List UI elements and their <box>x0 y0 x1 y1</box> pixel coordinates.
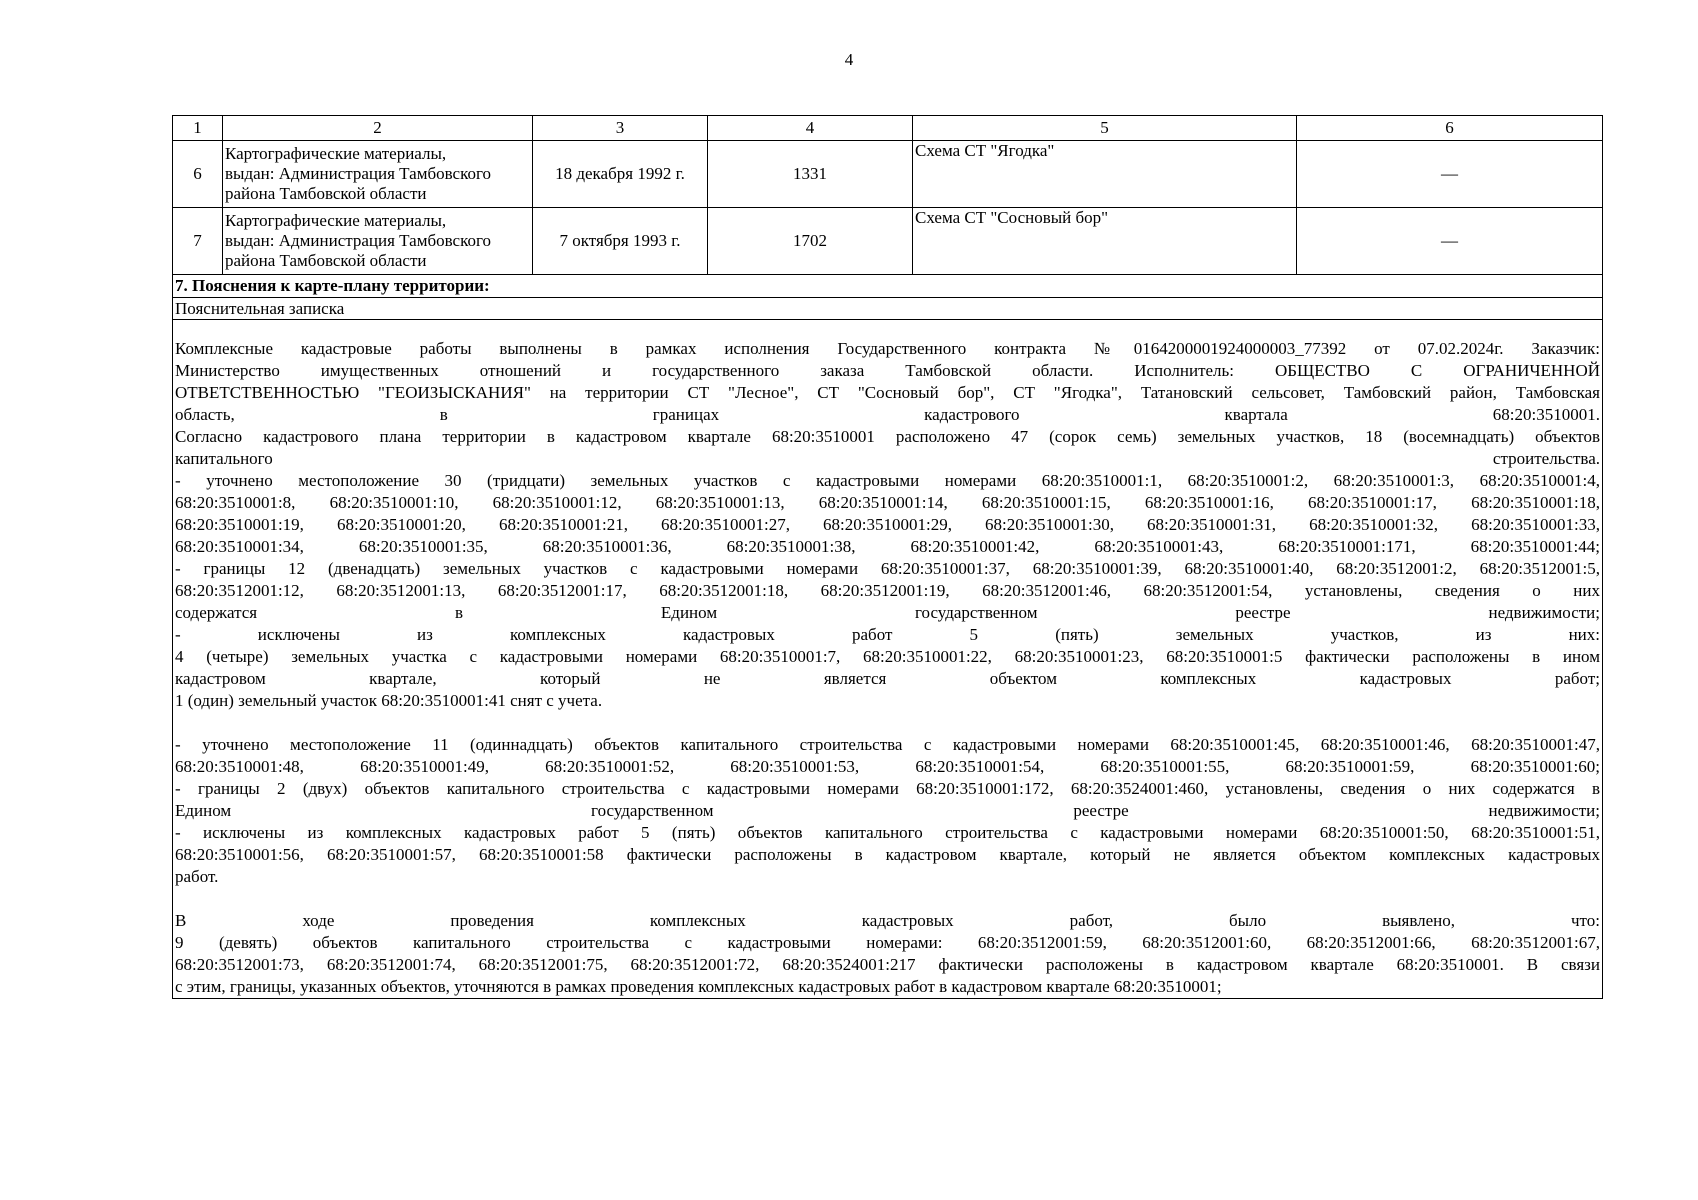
note-line: 68:20:3510001:48, 68:20:3510001:49, 68:20:3510001:52, 68:20:3510001:53, 68:20:3510001:54, 68:20:3510001:55, 68:20:3510001:59, 68:20:3510001:60; <box>175 757 1600 776</box>
note-line: Комплексные кадастровые работы выполнены в рамках исполнения Государственного контракта №0164200001924000003_77392 от 07.02.2024г. Заказчик: <box>175 339 1600 358</box>
note-line: работ. <box>175 867 219 886</box>
document-description-line: Картографические материалы, <box>225 211 447 230</box>
note-line: 68:20:3512001:73, 68:20:3512001:74, 68:20:3512001:75, 68:20:3512001:72, 68:20:3524001:217 фактически расположены в кадастровом квартале 68:20:3510001. В связи <box>175 955 1600 974</box>
column-header: 1 <box>173 116 223 141</box>
note-line: 68:20:3510001:8, 68:20:3510001:10, 68:20:3510001:12, 68:20:3510001:13, 68:20:3510001:14, 68:20:3510001:15, 68:20:3510001:16, 68:20:3510001:17, 68:20:3510001:18, <box>175 493 1600 512</box>
table-row <box>173 208 1603 275</box>
note-line: - границы 12 (двенадцать) земельных участков с кадастровыми номерами 68:20:3510001:37, 68:20:3510001:39, 68:20:3510001:40, 68:20:3512001:2, 68:20:3512001:5, <box>175 559 1600 578</box>
document-number: 1702 <box>708 208 913 275</box>
note-line: - уточнено местоположение 11 (одиннадцать) объектов капитального строительства с кадастровыми номерами 68:20:3510001:45, 68:20:3510001:46, 68:20:3510001:47, <box>175 735 1600 754</box>
document-description-line: выдан: Администрация Тамбовского <box>225 164 492 183</box>
note-line: 9 (девять) объектов капитального строительства с кадастровыми номерами: 68:20:3512001:59, 68:20:3512001:60, 68:20:3512001:66, 68:20:3512001:67, <box>175 933 1600 952</box>
document-date: 7 октября 1993 г. <box>533 208 708 275</box>
section-label-row <box>173 298 1603 320</box>
note-line: - исключены из комплексных кадастровых работ 5 (пять) земельных участков, из них: <box>175 625 1600 644</box>
note-line: 4 (четыре) земельных участка с кадастровыми номерами 68:20:3510001:7, 68:20:3510001:22, 68:20:3510001:23, 68:20:3510001:5 фактически расположены в ином <box>175 647 1600 666</box>
note-line: ОТВЕТСТВЕННОСТЬЮ "ГЕОИЗЫСКАНИЯ" на территории СТ "Лесное", СТ "Сосновый бор", СТ "Ягодка", Татановский сельсовет, Тамбовский район, Тамбовская <box>175 383 1600 402</box>
note-line: - уточнено местоположение 30 (тридцати) земельных участков с кадастровыми номерами 68:20:3510001:1, 68:20:3510001:2, 68:20:3510001:3, 68:20:3510001:4, <box>175 471 1600 490</box>
column-header: 4 <box>708 116 913 141</box>
paragraph-spacer <box>175 888 1600 910</box>
explanatory-note-body <box>175 338 1600 998</box>
section-label: Пояснительная записка <box>173 298 1603 320</box>
column-header: 3 <box>533 116 708 141</box>
note-line: Согласно кадастрового плана территории в кадастровом квартале 68:20:3510001 расположено 47 (сорок семь) земельных участков, 18 (восемнадцать) объектов <box>175 427 1600 446</box>
document-name: Схема СТ "Ягодка" <box>913 141 1297 208</box>
document-description <box>223 141 533 208</box>
column-header: 2 <box>223 116 533 141</box>
document-description-line: выдан: Администрация Тамбовского <box>225 231 492 250</box>
document-extra: — <box>1297 208 1603 275</box>
section-title-row <box>173 275 1603 298</box>
document-number: 1331 <box>708 141 913 208</box>
note-line: - границы 2 (двух) объектов капитального строительства с кадастровыми номерами 68:20:3510001:172, 68:20:3524001:460, установлены, сведения о них содержатся в <box>175 779 1600 798</box>
note-line: 68:20:3510001:56, 68:20:3510001:57, 68:20:3510001:58 фактически расположены в кадастровом квартале, который не является объектом комплексных кадастровых <box>175 845 1600 864</box>
document-description-line: района Тамбовской области <box>225 251 427 270</box>
table-row <box>173 141 1603 208</box>
note-line: 68:20:3510001:19, 68:20:3510001:20, 68:20:3510001:21, 68:20:3510001:27, 68:20:3510001:29, 68:20:3510001:30, 68:20:3510001:31, 68:20:3510001:32, 68:20:3510001:33, <box>175 515 1600 534</box>
row-number: 6 <box>173 141 223 208</box>
explanatory-note <box>173 320 1603 999</box>
row-number: 7 <box>173 208 223 275</box>
note-line: 68:20:3512001:12, 68:20:3512001:13, 68:20:3512001:17, 68:20:3512001:18, 68:20:3512001:19, 68:20:3512001:46, 68:20:3512001:54, установлены, сведения о них <box>175 581 1600 600</box>
note-line: кадастровом квартале, который не является объектом комплексных кадастровых работ; <box>175 669 1600 688</box>
document-table <box>172 115 1603 999</box>
note-line: капитального строительства. <box>175 449 1600 468</box>
document-extra: — <box>1297 141 1603 208</box>
document-description <box>223 208 533 275</box>
document-description-line: района Тамбовской области <box>225 184 427 203</box>
note-line: 1 (один) земельный участок 68:20:3510001:41 снят с учета. <box>175 691 603 710</box>
document-description-line: Картографические материалы, <box>225 144 447 163</box>
note-line: В ходе проведения комплексных кадастровых работ, было выявлено, что: <box>175 911 1600 930</box>
note-line: содержатся в Едином государственном реестре недвижимости; <box>175 603 1600 622</box>
column-header: 6 <box>1297 116 1603 141</box>
table-header-row <box>173 116 1603 141</box>
paragraph-spacer <box>175 712 1600 734</box>
document-name: Схема СТ "Сосновый бор" <box>913 208 1297 275</box>
document-date: 18 декабря 1992 г. <box>533 141 708 208</box>
note-line: Министерство имущественных отношений и государственного заказа Тамбовской области. Исполнитель: ОБЩЕСТВО С ОГРАНИЧЕННОЙ <box>175 361 1600 380</box>
note-line: Едином государственном реестре недвижимости; <box>175 801 1600 820</box>
note-line: с этим, границы, указанных объектов, уточняются в рамках проведения комплексных кадастровых работ в кадастровом квартале 68:20:3510001; <box>175 977 1222 996</box>
note-line: - исключены из комплексных кадастровых работ 5 (пять) объектов капитального строительства с кадастровыми номерами 68:20:3510001:50, 68:20:3510001:51, <box>175 823 1600 842</box>
section-title: 7. Пояснения к карте-плану территории: <box>173 275 1603 298</box>
page-number: 4 <box>844 50 854 69</box>
note-line: 68:20:3510001:34, 68:20:3510001:35, 68:20:3510001:36, 68:20:3510001:38, 68:20:3510001:42, 68:20:3510001:43, 68:20:3510001:171, 68:20:3510001:44; <box>175 537 1600 556</box>
note-line: область, в границах кадастрового квартала 68:20:3510001. <box>175 405 1600 424</box>
column-header: 5 <box>913 116 1297 141</box>
explanatory-note-row <box>173 320 1603 999</box>
